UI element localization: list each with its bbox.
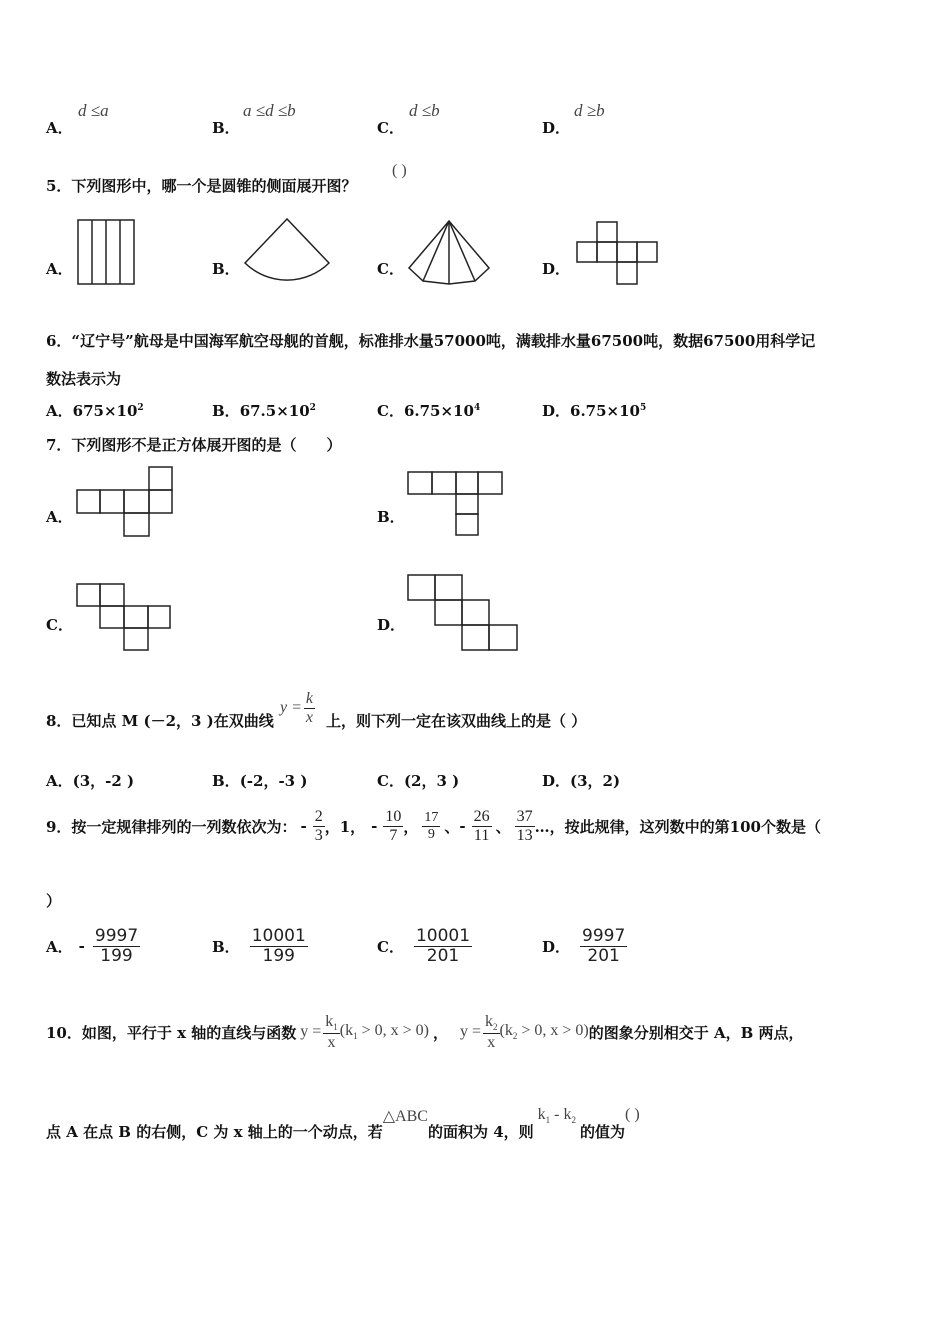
q10-stem-post: 的图象分别相交于 A，B 两点，	[588, 1023, 804, 1042]
q6-stem-line2: 数法表示为	[46, 370, 122, 388]
q4-option-d-label: D．	[542, 119, 571, 137]
q8-stem-post: 上，则下列一定在该双曲线上的是（ ）	[326, 712, 587, 730]
q5-stem: 5．下列图形中，哪一个是圆锥的侧面展开图？	[46, 177, 357, 195]
q10-comma: ，	[433, 1023, 449, 1042]
q9-option-c: C． $\frac{10001}{201}$	[377, 925, 471, 966]
q8-hyperbola-formula	[280, 684, 315, 732]
q7-figure-c-net	[77, 584, 170, 650]
q7-stem: 7．下列图形不是正方体展开图的是（ ）	[46, 436, 342, 454]
q4-option-b-expr: a ≤d ≤b	[243, 101, 296, 120]
q9-option-b-fraction: $\frac{10001}{199}$	[251, 925, 306, 966]
q8-option-d: D．(3，2)	[542, 772, 621, 790]
q10-func1-y: y =	[300, 1023, 322, 1040]
q8-formula-fraction: $\frac{k}{x}$	[305, 689, 314, 726]
q4-option-a-label: A．	[46, 119, 73, 137]
q9-option-a: A． - $\frac{9997}{199}$	[46, 925, 139, 966]
q10-func1-fraction: $\frac{k_1}{x}$	[325, 1012, 338, 1051]
q8-formula-y: y =	[280, 699, 302, 716]
q4-option-d-expr: d ≥b	[574, 101, 605, 120]
q6-option-a: A．$675\times 10^2$	[46, 402, 144, 420]
q7-figure-d-net	[408, 575, 517, 650]
q10-line2-mid: 的面积为 4，则	[427, 1123, 534, 1141]
q9-minus-4: -	[459, 817, 466, 835]
q9-option-d-fraction: $\frac{9997}{201}$	[582, 925, 626, 966]
q6-stem-line1: 6．“辽宁号”航母是中国海军航空母舰的首舰，标准排水量57000吨，满载排水量67500吨，数据67500用科学记	[46, 332, 816, 350]
q7-option-c-label: C．	[46, 616, 73, 634]
q9-fraction-4: $\frac{26}{11}$	[473, 807, 490, 844]
q5-answer-paren: ( )	[392, 162, 407, 179]
q10-line2-pre: 点 A 在点 B 的右侧，C 为 x 轴上的一个动点，若	[46, 1123, 383, 1141]
q8-option-a: A．(3，-2 )	[46, 772, 135, 790]
q4-option-c-expr: d ≤b	[409, 101, 440, 120]
q9-fraction-5: $\frac{37}{13}$	[516, 807, 533, 844]
q5-option-a-label: A．	[46, 260, 73, 278]
q9-fraction-3: $\frac{17}{9}$	[424, 810, 439, 842]
q7-option-a-label: A．	[46, 508, 73, 526]
q10-answer-paren: ( )	[624, 1106, 640, 1123]
q9-stem-post: …，按此规律，这列数中的第100个数是（	[534, 817, 821, 836]
q7-figure-a-net	[77, 467, 172, 536]
q10-stem-line2	[46, 1106, 640, 1142]
q7-figure-b-net	[408, 472, 502, 535]
q4-option-b-label: B．	[212, 119, 240, 137]
q6-option-b: B．$67.5\times 10^2$	[212, 402, 316, 420]
q9-stem	[46, 800, 821, 852]
q10-func1-condition: ($k_1 > 0$, x > 0)	[339, 1022, 429, 1042]
q9-option-b: B． $\frac{10001}{199}$	[212, 925, 306, 966]
q8-option-c: C．(2，3 )	[377, 772, 460, 790]
q9-separator-4: 、	[495, 817, 511, 836]
q8-stem-pre: 8．已知点 M (－2，3 )在双曲线	[46, 712, 274, 730]
q9-option-c-fraction: $\frac{10001}{201}$	[415, 925, 471, 966]
q9-minus-2: -	[371, 817, 378, 835]
q4-option-a-expr: d ≤a	[78, 101, 109, 120]
q10-stem-line1	[46, 1004, 804, 1060]
q9-stem-pre: 9．按一定规律排列的一列数依次为：	[46, 817, 297, 836]
q10-triangle-abc: △ABC	[382, 1108, 428, 1125]
q6-option-d: D．$6.75\times 10^5$	[542, 402, 647, 420]
q10-stem-pre: 10．如图，平行于 x 轴的直线与函数	[46, 1023, 297, 1042]
q10-line2-post: 的值为	[579, 1123, 625, 1141]
q6-option-c: C．$6.75\times 10^4$	[377, 402, 481, 420]
q10-func2-condition: ($k_2 > 0$, x > 0)	[499, 1022, 589, 1042]
q9-comma-1: ，1，	[324, 817, 366, 836]
q9-separator-3: 、	[444, 817, 460, 836]
q7-option-b-label: B．	[377, 508, 405, 526]
q8-option-b: B．(-2，-3 )	[212, 772, 308, 790]
q9-fraction-1: $\frac{2}{3}$	[314, 807, 323, 844]
q9-fraction-2: $\frac{10}{7}$	[385, 807, 402, 844]
q9-minus-1: -	[300, 817, 307, 835]
q5-option-c-label: C．	[377, 260, 404, 278]
q10-k-difference: $k_1 - k_2$	[537, 1106, 576, 1126]
q9-comma-2: ，	[403, 817, 419, 836]
q9-option-d: D． $\frac{9997}{201}$	[542, 925, 626, 966]
q9-stem-close: ）	[46, 892, 62, 910]
q5-option-d-label: D．	[542, 260, 571, 278]
q9-option-a-fraction: $\frac{9997}{199}$	[94, 925, 139, 966]
q5-option-b-label: B．	[212, 260, 240, 278]
q7-option-d-label: D．	[377, 616, 406, 634]
q10-func2-y: y =	[460, 1023, 482, 1040]
q10-func2-fraction: $\frac{k_2}{x}$	[485, 1012, 498, 1051]
q4-option-c-label: C．	[377, 119, 404, 137]
